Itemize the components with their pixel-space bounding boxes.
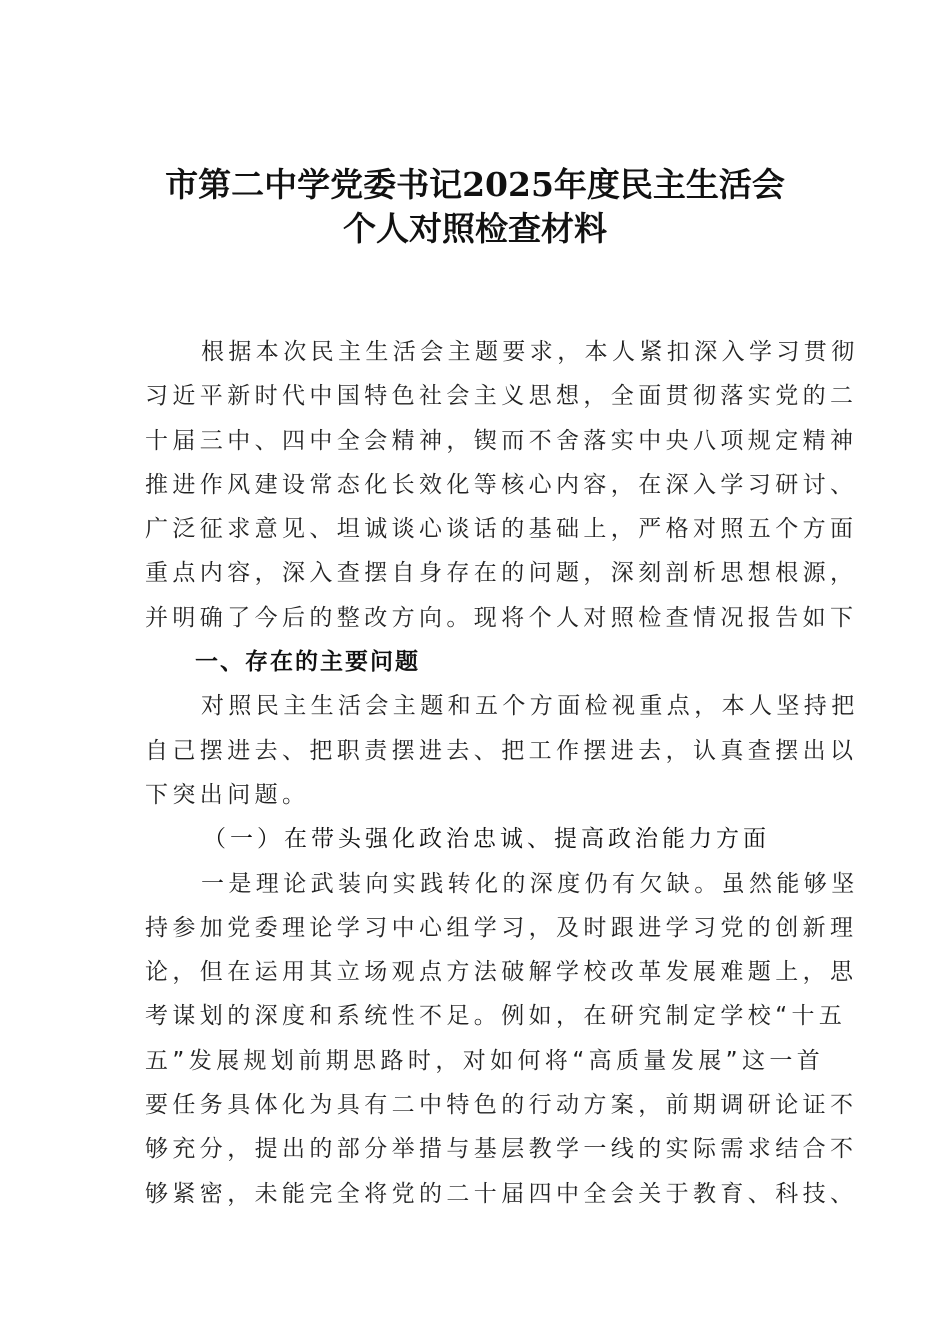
paragraph-line: 一是理论武装向实践转化的深度仍有欠缺。虽然能够坚 xyxy=(201,870,859,897)
paragraph-line: 并明确了今后的整改方向。现将个人对照检查情况报告如下 xyxy=(145,604,858,631)
paragraph-line: 够紧密，未能完全将党的二十届四中全会关于教育、科技、 xyxy=(145,1180,858,1207)
paragraph-line: 要任务具体化为具有二中特色的行动方案，前期调研论证不 xyxy=(145,1092,858,1119)
paragraph-line: 对照民主生活会主题和五个方面检视重点，本人坚持把 xyxy=(201,693,859,720)
paragraph-line: 自己摆进去、把职责摆进去、把工作摆进去，认真查摆出以 xyxy=(145,737,858,764)
paragraph-line: 根据本次民主生活会主题要求，本人紧扣深入学习贯彻 xyxy=(201,339,859,365)
paragraph-line: 重点内容，深入查摆自身存在的问题，深刻剖析思想根源， xyxy=(145,560,858,587)
document-title-line-2: 个人对照检查材料 xyxy=(343,209,607,248)
paragraph-line: 下突出问题。 xyxy=(145,781,310,808)
paragraph-line: 广泛征求意见、坦诚谈心谈话的基础上，严格对照五个方面 xyxy=(145,516,858,543)
paragraph-line: 习近平新时代中国特色社会主义思想，全面贯彻落实党的二 xyxy=(145,383,858,410)
section-heading: 一、存在的主要问题 xyxy=(195,649,420,676)
paragraph-line: 够充分，提出的部分举措与基层教学一线的实际需求结合不 xyxy=(145,1136,858,1163)
paragraph-line: 推进作风建设常态化长效化等核心内容，在深入学习研讨、 xyxy=(145,471,858,498)
paragraph-line: 五”发展规划前期思路时，对如何将“高质量发展”这一首 xyxy=(145,1047,825,1074)
paragraph-line: 论，但在运用其立场观点方法破解学校改革发展难题上，思 xyxy=(145,959,858,986)
paragraph-line: 考谋划的深度和系统性不足。例如，在研究制定学校“十五 xyxy=(145,1003,847,1030)
paragraph-line: 持参加党委理论学习中心组学习，及时跟进学习党的创新理 xyxy=(145,914,858,941)
subsection-heading: （一）在带头强化政治忠诚、提高政治能力方面 xyxy=(203,826,770,853)
document-title-line-1: 市第二中学党委书记2025年度民主生活会 xyxy=(165,165,785,204)
paragraph-line: 十届三中、四中全会精神，锲而不舍落实中央八项规定精神 xyxy=(145,427,858,454)
document-body xyxy=(145,330,859,1216)
